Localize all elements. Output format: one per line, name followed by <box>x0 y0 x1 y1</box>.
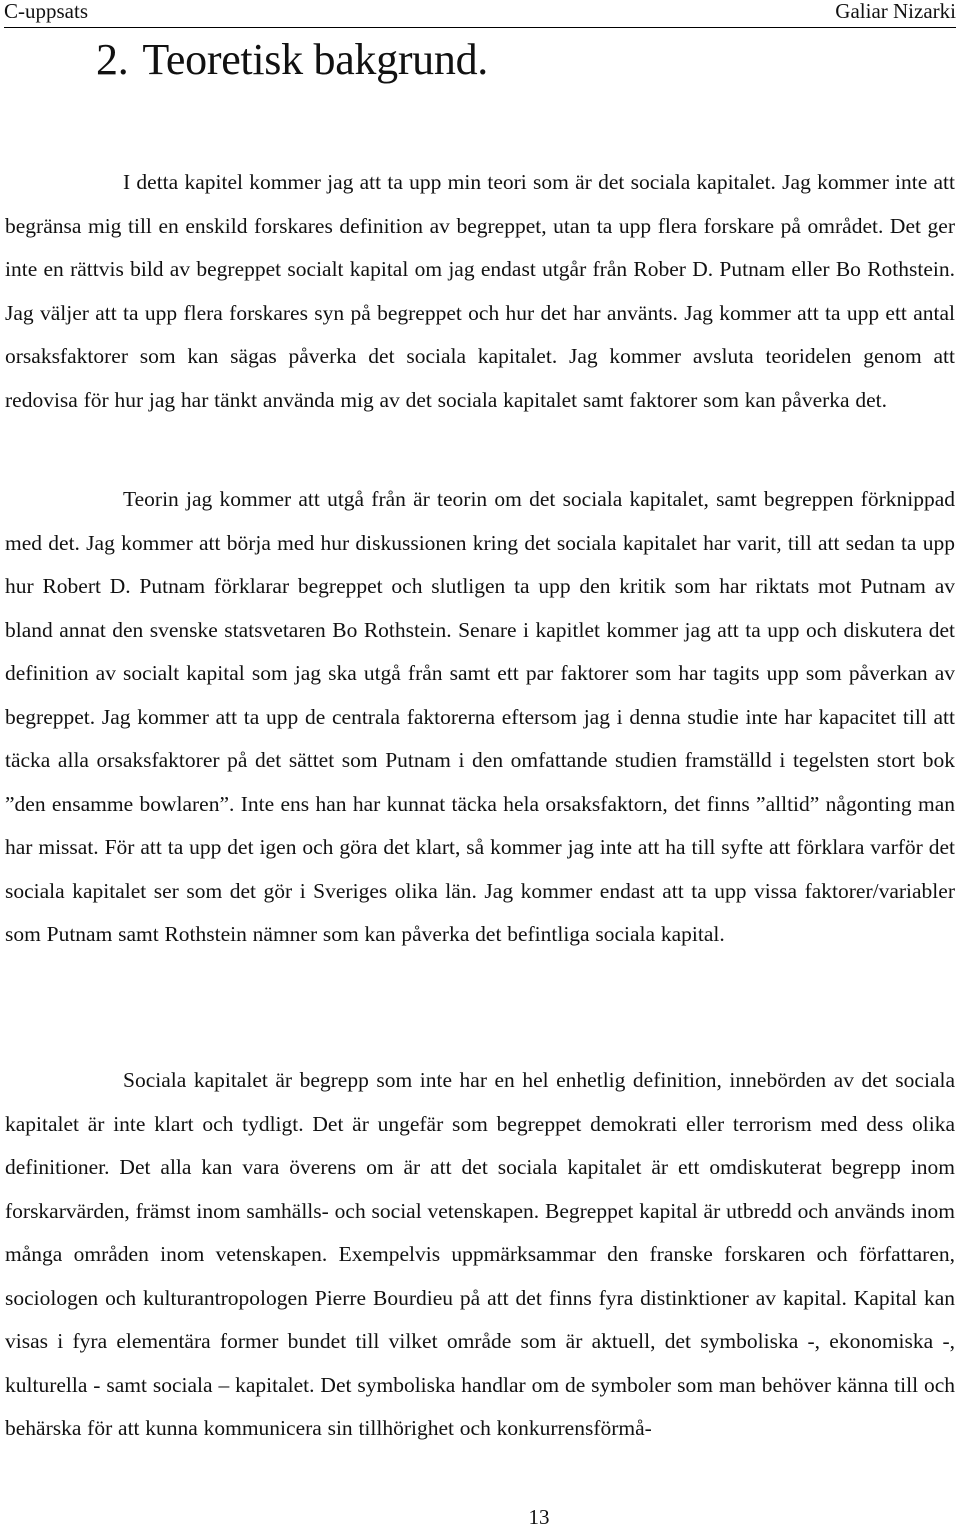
paragraph-block-2 <box>5 478 955 957</box>
body-paragraph: Teorin jag kommer att utgå från är teorin om det sociala kapitalet, samt begreppen förknippad med det. Jag kommer att börja med hur diskussionen kring det sociala kapitalet har varit, till att sedan ta upp hur Robert D. Putnam förklarar begreppet och slutligen ta upp den kritik som har riktats mot Putnam av bland annat den svenske statsvetaren Bo Rothstein. Senare i kapitlet kommer jag att ta upp och diskutera det definition av socialt kapital som jag ska utgå från samt ett par faktorer som har tagits upp som påverkan av begreppet. Jag kommer att ta upp de centrala faktorerna eftersom jag i denna studie inte har kapacitet till att täcka alla orsaksfaktorer på det sättet som Putnam i den omfattande studien framställd i tegelsten stort bok ”den ensamme bowlaren”. Inte ens han har kunnat täcka hela orsaksfaktorn, det finns ”alltid” någonting man har missat. För att ta upp det igen och göra det klart, så kommer jag inte att ha till syfte att förklara varför det sociala kapitalet ser som det gör i Sveriges olika län. Jag kommer endast att ta upp vissa faktorer/variabler som Putnam samt Rothstein nämner som kan påverka det befintliga sociala kapital. <box>5 487 955 946</box>
page-number: 13 <box>528 1505 550 1529</box>
body-paragraph: I detta kapitel kommer jag att ta upp min teori som är det sociala kapitalet. Jag kommer inte att begränsa mig till en enskild forskares definition av begreppet, utan ta upp flera forskare på området. Det ger inte en rättvis bild av begreppet socialt kapital om jag endast utgår från Rober D. Putnam eller Bo Rothstein. Jag väljer att ta upp flera forskares syn på begreppet och hur det har använts. Jag kommer att ta upp ett antal orsaksfaktorer som kan sägas påverka det sociala kapitalet. Jag kommer avsluta teoridelen genom att redovisa för hur jag har tänkt använda mig av det sociala kapitalet samt faktorer som kan påverka det. <box>5 170 955 412</box>
chapter-number: 2. <box>96 35 129 84</box>
paragraph-block-3 <box>5 1059 955 1451</box>
paragraph-block-1 <box>5 161 955 422</box>
header-document-type: C-uppsats <box>4 0 88 23</box>
chapter-title <box>96 30 488 90</box>
chapter-title-text: Teoretisk bakgrund. <box>142 35 488 84</box>
body-paragraph: Sociala kapitalet är begrepp som inte har en hel enhetlig definition, innebörden av det sociala kapitalet är inte klart och tydligt. Det är ungefär som begreppet demokrati eller terrorism med dess olika definitioner. Det alla kan vara överens om är att det sociala kapitalet är ett omdiskuterat begrepp inom forskarvärden, främst inom samhälls- och social vetenskapen. Begreppet kapital är utbredd och används inom många områden inom vetenskapen. Exempelvis uppmärksammar den franske forskaren och författaren, sociologen och kulturantropologen Pierre Bourdieu på att det finns fyra distinktioner av kapital. Kapital kan visas i fyra elementära former bundet till vilket område som är aktuell, det symboliska -, ekonomiska -, kulturella - samt sociala – kapitalet. Det symboliska handlar om de symboler som man behöver känna till och behärska för att kunna kommunicera sin tillhörighet och konkurrensförmå- <box>5 1068 955 1440</box>
header-author: Galiar Nizarki <box>835 0 956 23</box>
running-header <box>4 0 956 28</box>
